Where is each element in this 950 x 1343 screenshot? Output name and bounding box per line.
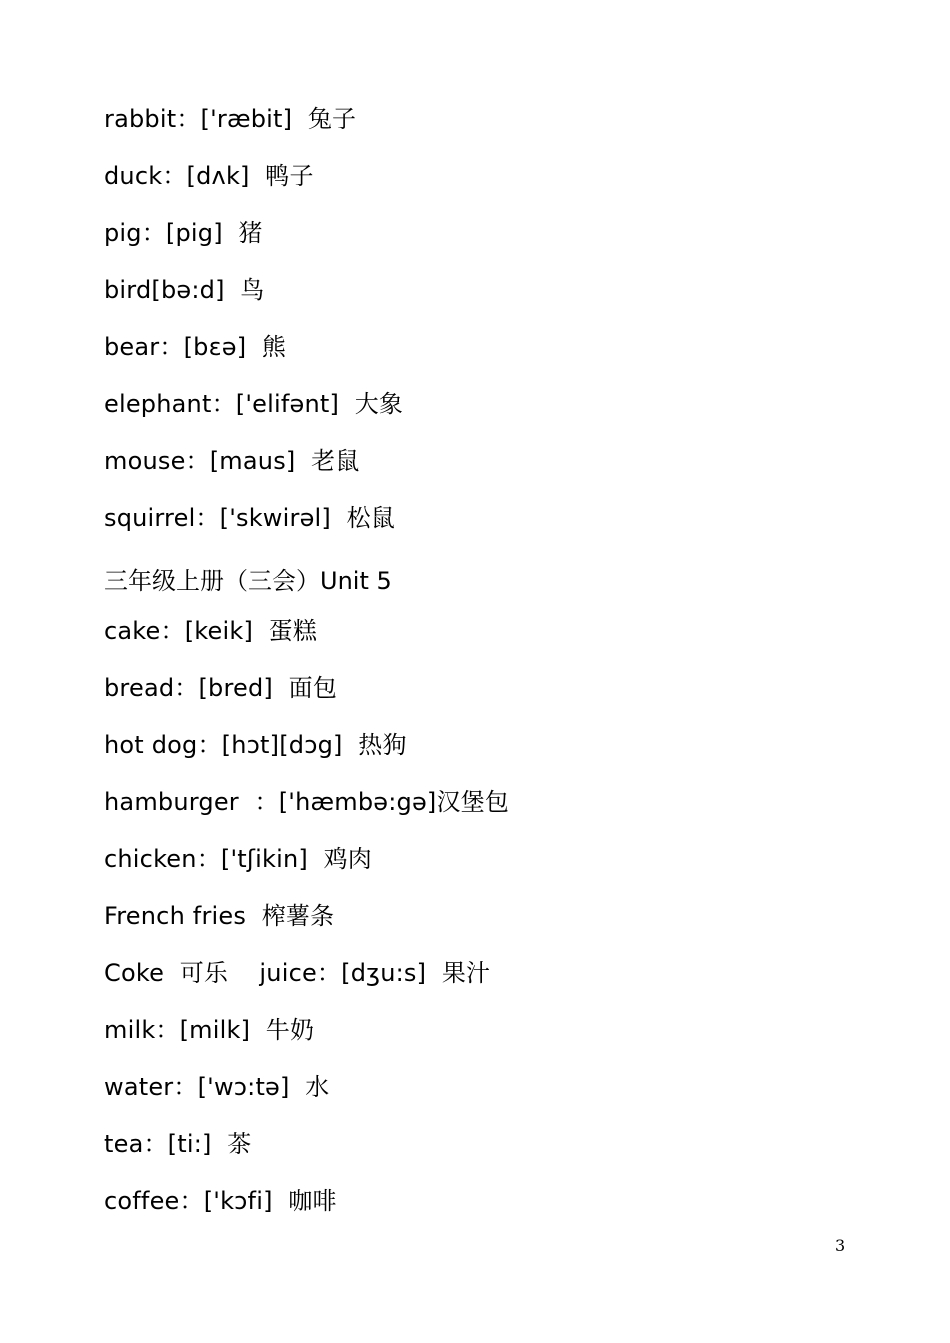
vocab-entry-bread: bread：[bred] 面包 [104, 674, 338, 702]
vocab-entry-water: water：['wɔ:tə] 水 [104, 1073, 330, 1101]
vocab-entry-rabbit: rabbit：['ræbit] 兔子 [104, 105, 357, 133]
vocab-entry-hamburger: hamburger ：['hæmbə:gə]汉堡包 [104, 788, 510, 816]
vocab-entry-pig: pig：[pig] 猪 [104, 219, 263, 247]
vocab-entry-mouse: mouse：[maus] 老鼠 [104, 447, 360, 475]
vocab-entry-cake: cake：[keik] 蛋糕 [104, 617, 318, 645]
vocab-entry-tea: tea：[ti:] 茶 [104, 1130, 252, 1158]
vocab-entry-bear: bear：[bɛə] 熊 [104, 333, 287, 361]
vocab-entry-bird: bird[bə:d] 鸟 [104, 276, 265, 304]
vocab-entry-squirrel: squirrel：['skwirəl] 松鼠 [104, 504, 396, 532]
vocab-entry-coffee: coffee：['kɔfi] 咖啡 [104, 1187, 337, 1215]
vocab-entry-hot-dog: hot dog：[hɔt][dɔg] 热狗 [104, 731, 407, 759]
vocab-entry-milk: milk：[milk] 牛奶 [104, 1016, 315, 1044]
vocab-entry-elephant: elephant：['elifənt] 大象 [104, 390, 404, 418]
vocab-entry-duck: duck：[dʌk] 鸭子 [104, 162, 314, 190]
vocab-entry-chicken: chicken：['tʃikin] 鸡肉 [104, 845, 372, 873]
vocab-entry-coke-juice: Coke 可乐 juice：[dʒu:s] 果汁 [104, 959, 491, 987]
page-number: 3 [835, 1236, 846, 1255]
section-heading: 三年级上册（三会）Unit 5 [104, 567, 392, 595]
vocab-entry-french-fries: French fries 榨薯条 [104, 902, 335, 930]
